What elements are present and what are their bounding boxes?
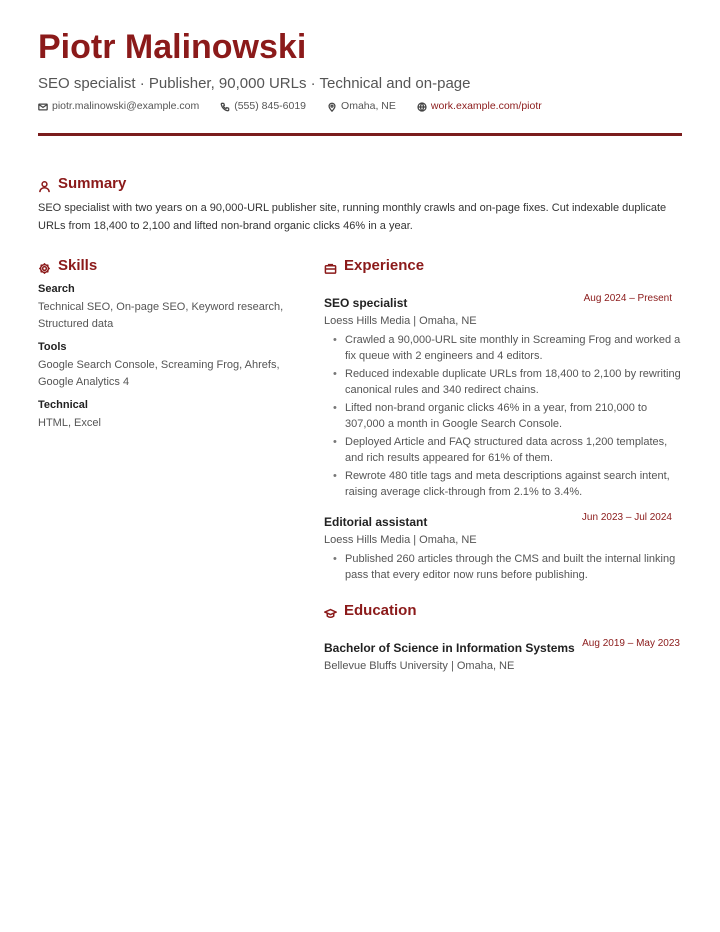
- education-dates: Aug 2019 – May 2023: [582, 638, 680, 649]
- phone-icon: [220, 102, 230, 112]
- skills-title: Skills: [58, 257, 98, 274]
- location-text: Omaha, NE: [341, 100, 396, 112]
- graduation-cap-icon: [324, 607, 337, 620]
- skill-group-items: Google Search Console, Screaming Frog, Ahrefs, Google Analytics 4: [38, 359, 280, 388]
- experience-heading: [324, 257, 424, 275]
- job-bullet: • Published 260 articles through the CMS and built the internal linking pass that every editor now runs before publishing.: [324, 552, 684, 583]
- job-organization: Loess Hills Media | Omaha, NE: [324, 534, 477, 546]
- summary-title: Summary: [58, 175, 127, 192]
- education-header: [324, 640, 684, 656]
- job-entry: [324, 514, 684, 586]
- job-entry: [324, 295, 684, 503]
- email-text: piotr.malinowski@example.com: [52, 100, 200, 112]
- location-pin-icon: [327, 102, 337, 112]
- contact-email: [38, 100, 199, 113]
- contact-website: [417, 100, 542, 113]
- job-bullet: • Crawled a 90,000-URL site monthly in Screaming Frog and worked a fix queue with 2 engineers and 4 editors.: [324, 333, 684, 364]
- briefcase-icon: [324, 262, 337, 275]
- website-link[interactable]: work.example.com/piotr: [430, 100, 542, 112]
- skill-group: [38, 398, 296, 432]
- header-divider: [38, 133, 682, 136]
- job-bullets: [324, 333, 684, 500]
- skills-heading: [38, 257, 97, 275]
- job-dates: Aug 2024 – Present: [583, 293, 672, 304]
- summary-text: SEO specialist with two years on a 90,000-URL publisher site, running monthly crawls and on-page fixes. Cut indexable duplicate URLs from 18,400 to 2,100 and lifted non-brand organic clicks 46% in a year.: [38, 202, 667, 232]
- skill-group: [38, 282, 296, 332]
- school-name: Bellevue Bluffs University | Omaha, NE: [324, 660, 515, 672]
- job-organization: Loess Hills Media | Omaha, NE: [324, 315, 477, 327]
- person-icon: [38, 180, 51, 193]
- skill-group-name: Technical: [38, 399, 88, 411]
- skill-group: [38, 340, 296, 390]
- globe-icon: [417, 102, 427, 112]
- gear-icon: [38, 262, 51, 275]
- job-bullets: [324, 552, 684, 583]
- contact-phone: [220, 100, 306, 113]
- candidate-name: Piotr Malinowski: [38, 28, 307, 66]
- skills-list: [38, 282, 296, 440]
- job-bullet: • Deployed Article and FAQ structured data across 1,200 templates, and rich results appeared for 61% of them.: [324, 435, 684, 466]
- contact-location: [327, 100, 396, 113]
- education-title: Education: [344, 602, 417, 619]
- skill-group-name: Search: [38, 283, 75, 295]
- mail-icon: [38, 102, 48, 112]
- job-bullet: • Rewrote 480 title tags and meta descriptions against search intent, raising average click-through from 2.1% to 3.4%.: [324, 469, 684, 500]
- skill-group-items: Technical SEO, On-page SEO, Keyword research, Structured data: [38, 301, 284, 330]
- headline: SEO specialist · Publisher, 90,000 URLs · Technical and on-page: [38, 75, 471, 92]
- education-entry: [324, 640, 684, 673]
- job-dates: Jun 2023 – Jul 2024: [581, 512, 672, 523]
- job-header: [324, 514, 684, 530]
- degree-title: Bachelor of Science in Information Systems: [324, 641, 575, 655]
- summary-heading: [38, 175, 126, 193]
- job-bullet: • Lifted non-brand organic clicks 46% in a year, from 210,000 to 307,000 a month in Google Search Console.: [324, 401, 684, 432]
- education-heading: [324, 602, 417, 620]
- experience-title: Experience: [344, 257, 425, 274]
- job-title: SEO specialist: [324, 296, 408, 310]
- skill-group-items: HTML, Excel: [38, 417, 101, 429]
- contact-bar: [38, 100, 563, 113]
- job-bullet: • Reduced indexable duplicate URLs from 18,400 to 2,100 by rewriting canonical rules and 340 redirect chains.: [324, 367, 684, 398]
- job-header: [324, 295, 684, 311]
- skill-group-name: Tools: [38, 341, 67, 353]
- job-title: Editorial assistant: [324, 515, 428, 529]
- phone-text: (555) 845-6019: [234, 100, 307, 112]
